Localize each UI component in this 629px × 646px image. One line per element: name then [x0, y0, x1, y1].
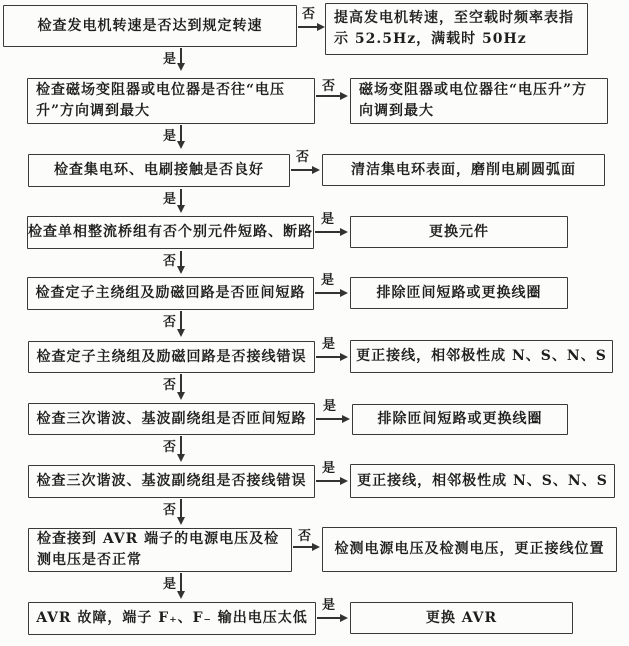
action-box-8: 更正接线，相邻极性成 N、S、N、S — [350, 464, 615, 498]
branch-label-2: 否 — [322, 79, 336, 94]
question-box-10: AVR 故障，端子 F₊、F₋ 输出电压太低 — [28, 602, 316, 635]
action-box-6: 更正接线，相邻极性成 N、S、N、S — [350, 340, 613, 373]
branch-label-7: 是 — [323, 399, 337, 414]
branch-arrow-3 — [291, 169, 313, 171]
action-box-10: 更换 AVR — [350, 602, 573, 634]
down-label-8: 否 — [162, 503, 176, 518]
question-box-7: 检查三次谐波、基波副绕组是否匝间短路 — [28, 403, 315, 435]
question-box-3: 检查集电环、电刷接触是否良好 — [28, 154, 290, 187]
down-label-2: 是 — [162, 129, 176, 144]
branch-label-8: 是 — [322, 461, 336, 476]
branch-arrow-6 — [316, 356, 341, 358]
branch-label-9: 否 — [298, 529, 312, 544]
action-box-9: 检测电源电压及检测电压，更正接线位置 — [322, 527, 617, 572]
action-box-5: 排除匝间短路或更换线圈 — [350, 277, 568, 309]
down-label-7: 否 — [162, 440, 176, 455]
action-box-3: 清洁集电环表面，磨削电刷圆弧面 — [322, 154, 605, 186]
question-box-4: 检查单相整流桥组有否个别元件短路、断路 — [27, 216, 314, 249]
action-box-4: 更换元件 — [350, 216, 568, 248]
down-label-4: 否 — [162, 254, 176, 269]
down-arrow-5 — [180, 311, 182, 330]
branch-label-1: 否 — [302, 7, 316, 22]
down-arrow-6 — [180, 374, 182, 393]
branch-label-6: 是 — [322, 337, 336, 352]
question-box-5: 检查定子主绕组及励磁回路是否匝间短路 — [27, 277, 314, 310]
down-label-3: 是 — [162, 192, 176, 207]
question-box-8: 检查三次谐波、基波副绕组是否接线错误 — [28, 465, 315, 498]
down-arrow-4 — [180, 251, 182, 267]
down-label-6: 否 — [162, 378, 176, 393]
action-box-1: 提高发电机转速，至空载时频率表指示 52.5Hz，满载时 50Hz — [325, 3, 588, 55]
branch-arrow-4 — [315, 231, 341, 233]
branch-arrow-8 — [316, 480, 341, 482]
branch-arrow-10 — [317, 617, 341, 619]
down-label-9: 是 — [162, 577, 176, 592]
down-arrow-1 — [180, 48, 182, 64]
branch-arrow-2 — [316, 95, 341, 97]
down-arrow-9 — [180, 573, 182, 592]
branch-label-4: 是 — [321, 212, 335, 227]
branch-arrow-5 — [315, 292, 341, 294]
down-arrow-3 — [180, 189, 182, 206]
branch-label-5: 是 — [321, 273, 335, 288]
down-arrow-2 — [180, 125, 182, 142]
question-box-6: 检查定子主绕组及励磁回路是否接线错误 — [28, 341, 315, 373]
down-label-1: 是 — [162, 52, 176, 67]
branch-arrow-7 — [316, 418, 343, 420]
down-label-5: 否 — [162, 315, 176, 330]
question-box-9: 检查接到 AVR 端子的电源电压及检测电压是否正常 — [28, 528, 292, 572]
branch-arrow-9 — [293, 546, 313, 548]
action-box-2: 磁场变阻器或电位器往“电压升”方向调到最大 — [350, 78, 608, 124]
down-arrow-7 — [180, 436, 182, 455]
action-box-7: 排除匝间短路或更换线圈 — [352, 404, 568, 435]
question-box-1: 检查发电机转速是否达到规定转速 — [3, 5, 297, 47]
branch-label-3: 否 — [296, 150, 310, 165]
question-box-2: 检查磁场变阻器或电位器是否往“电压升”方向调到最大 — [27, 78, 315, 124]
branch-arrow-1 — [298, 26, 318, 28]
branch-label-10: 是 — [322, 598, 336, 613]
down-arrow-8 — [180, 499, 182, 518]
